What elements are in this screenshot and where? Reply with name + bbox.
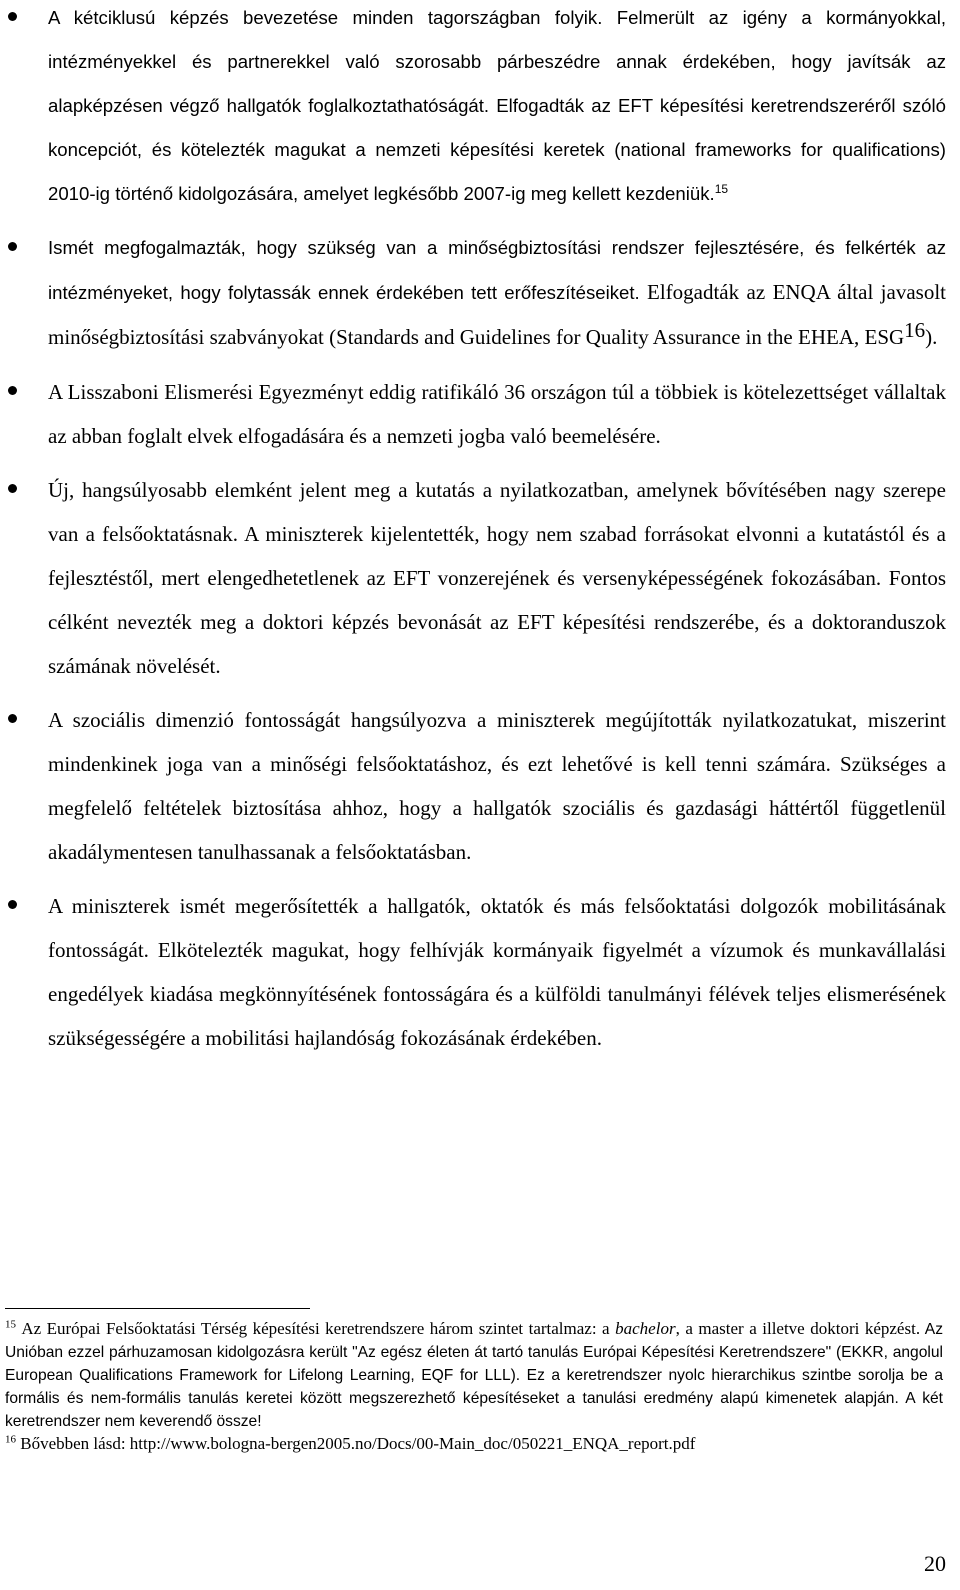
footnote-number: 15: [5, 1318, 16, 1331]
bullet-text: Ismét megfogalmazták, hogy szükség van a minőségbiztosítási rendszer fejlesztésére, és felkérték az intézményeket, hogy folytassák ennek érdekében tett erőfeszítéseiket.: [48, 237, 946, 303]
footnotes: [5, 1318, 943, 1455]
page-number: 20: [924, 1551, 946, 1576]
footnote-ref-15: 15: [714, 181, 729, 196]
footnote-text: Az Európai Felsőoktatási Térség képesítési keretrendszere három szintet tartalmaz: a: [21, 1319, 616, 1338]
bullet-item-research: [0, 468, 960, 688]
bullet-text: A kétciklusú képzés bevezetése minden tagországban folyik. Felmerült az igény a kormányokkal, intézményekkel és partnerekkel való szorosabb párbeszédre annak érdekében, hogy javítsák az alapképzésen végző hallgatók foglalkoztathatóságát. Elfogadták az EFT képesítési keretrendszeréről szóló koncepciót, és kötelezték magukat a nemzeti képesítési keretek (national frameworks for qualifications) 2010-ig történő kidolgozására, amelyet legkésőbb 2007-ig meg kellett kezdeniük.: [48, 7, 946, 204]
bullet-text: A szociális dimenzió fontosságát hangsúlyozva a miniszterek megújították nyilatkozatukat, miszerint mindenkinek joga van a minőségi felsőoktatáshoz, és ezt lehetővé is kell tenni számára. Szükséges a megfelelő feltételek biztosítása ahhoz, hogy a hallgatók szociális és gazdasági háttértől függetlenül akadálymentesen tanulhassanak a felsőoktatásban.: [48, 708, 946, 864]
bullet-item-two-cycle: [0, 0, 960, 216]
bullet-item-mobility: [0, 884, 960, 1060]
bullet-text: A miniszterek ismét megerősítették a hallgatók, oktatók és más felsőoktatási dolgozók mobilitásának fontosságát. Elkötelezték magukat, hogy felhívják kormányaik figyelmét a vízumok és munkavállalási engedélyek kiadása megkönnyítésének fontosságára és a külföldi tanulmányi félévek teljes elismerésének szükségességére a mobilitási hajlandóság fokozásának érdekében.: [48, 894, 946, 1050]
footnote-15: [5, 1318, 943, 1433]
footnote-text-sans: Az Unióban ezzel párhuzamosan kidolgozásra került "Az egész életen át tartó tanulás Európai Képesítési Keretrendszere" (EKKR, angolul European Qualifications Framework for Lifelong Learning, EQF for LLL). Ez a keretrendszer nyolc hierarchikus szintbe sorolja be a formális és nem-formális tanulás keretei között megszerezhető képesítéseket a tanulási eredmény alapú kimenetek alapján. A két keretrendszer nem keverendő össze!: [5, 1321, 944, 1430]
bullet-dot: [8, 900, 17, 909]
bullet-item-lisbon: [0, 370, 960, 458]
footnote-number: 16: [5, 1433, 16, 1446]
footnote-16: [5, 1433, 943, 1455]
bullet-text: A Lisszaboni Elismerési Egyezményt eddig ratifikáló 36 országon túl a többiek is kötelezettséget vállaltak az abban foglalt elvek elfogadására és a nemzeti jogba való beemelésére.: [48, 380, 946, 448]
footnote-text: , a master a illetve doktori képzést.: [675, 1319, 921, 1338]
bullet-dot: [8, 386, 17, 395]
bullet-dot: [8, 12, 17, 21]
bullet-dot: [8, 714, 17, 723]
bullet-item-quality-assurance: [0, 226, 960, 360]
bullet-text-tail: ).: [925, 325, 938, 349]
bullet-text: Új, hangsúlyosabb elemként jelent meg a kutatás a nyilatkozatban, amelynek bővítésében nagy szerepe van a felsőoktatásnak. A miniszterek kijelentették, hogy nem szabad forrásokat elvonni a kutatástól és a fejlesztéstől, mert elengedhetetlenek az EFT vonzerejének és versenyképességének fokozásában. Fontos célként nevezték meg a doktori képzés bevonását az EFT képesítési rendszerébe, és a doktoranduszok számának növelését.: [48, 478, 946, 678]
bullet-dot: [8, 484, 17, 493]
footnote-separator: [5, 1308, 310, 1309]
footnote-ref-16: 16: [904, 317, 926, 342]
bullet-item-social-dimension: [0, 698, 960, 874]
bullet-text-serif: Elfogadták az ENQA által javasolt minőségbiztosítási szabványokat (Standards and Guidelines for Quality Assurance in the EHEA, ESG: [48, 280, 946, 349]
footnote-italic: bachelor: [615, 1319, 676, 1338]
bullet-dot: [8, 242, 17, 251]
footnote-link-text: Bővebben lásd: http://www.bologna-bergen2005.no/Docs/00-Main_doc/050221_ENQA_report.pdf: [16, 1434, 696, 1453]
